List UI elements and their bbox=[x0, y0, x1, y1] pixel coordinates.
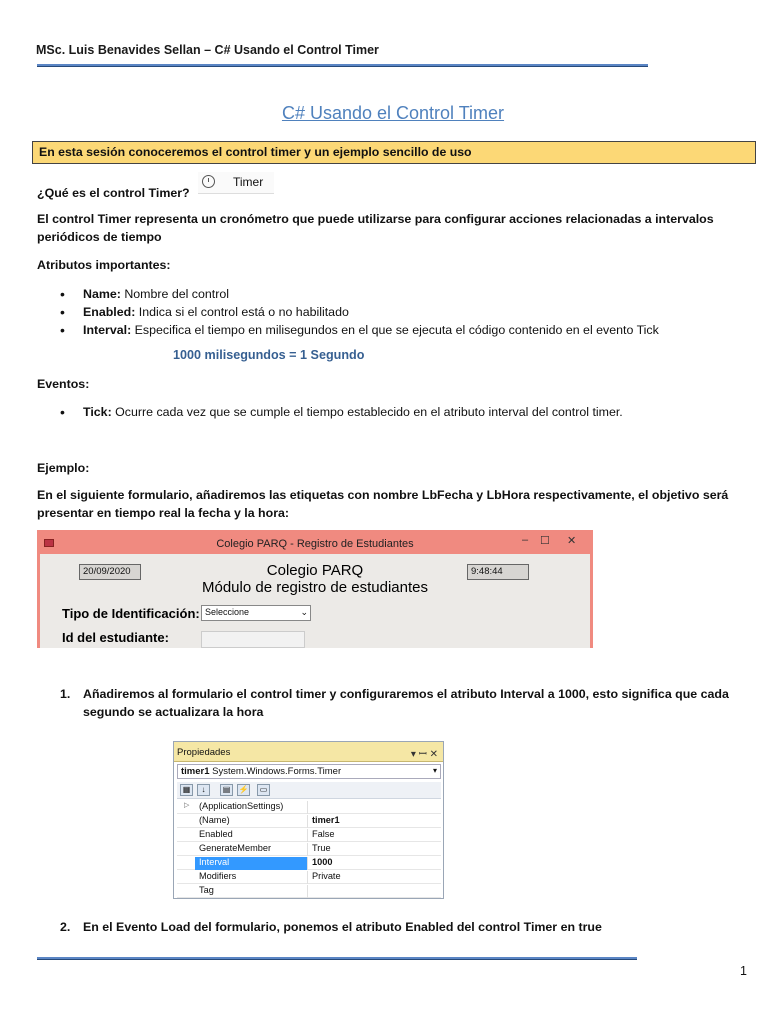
form-heading: Colegio PARQ bbox=[266, 562, 364, 579]
properties-grid bbox=[177, 800, 441, 898]
chevron-down-icon: ▾ bbox=[432, 766, 437, 775]
student-id-label: Id del estudiante: bbox=[62, 630, 169, 645]
events-heading: Eventos: bbox=[37, 377, 90, 391]
id-type-select[interactable]: Seleccione ⌄ bbox=[201, 605, 311, 621]
properties-toolbar bbox=[177, 782, 441, 799]
date-label: 20/09/2020 bbox=[79, 564, 141, 580]
list-item: • Interval: Especifica el tiempo en milisegundos en el que se ejecuta el código contenido en el evento Tick bbox=[83, 321, 659, 339]
page-number: 1 bbox=[740, 964, 747, 978]
table-row[interactable]: (Name) timer1 bbox=[177, 814, 441, 828]
maximize-icon[interactable]: ☐ bbox=[540, 535, 550, 547]
timer-label: Timer bbox=[233, 175, 264, 189]
stopwatch-icon bbox=[202, 175, 215, 188]
equivalence-note: 1000 milisegundos = 1 Segundo bbox=[173, 348, 365, 362]
list-item: • Tick: Ocurre cada vez que se cumple el tiempo establecido en el atributo interval del control timer. bbox=[83, 403, 623, 421]
list-item: • Name: Nombre del control bbox=[83, 285, 659, 303]
header-title: MSc. Luis Benavides Sellan – C# Usando el Control Timer bbox=[36, 43, 379, 57]
intro-callout: En esta sesión conoceremos el control timer y un ejemplo sencillo de uso bbox=[32, 141, 756, 164]
table-row[interactable]: Interval 1000 bbox=[177, 856, 441, 870]
id-type-label: Tipo de Identificación: bbox=[62, 606, 200, 621]
timer-toolbox-item bbox=[198, 172, 274, 194]
table-row[interactable]: ▷ (ApplicationSettings) bbox=[177, 800, 441, 814]
categorized-icon[interactable]: ▦ bbox=[180, 784, 193, 796]
events-icon[interactable]: ⚡ bbox=[238, 785, 249, 794]
properties-header: Propiedades ▾ ꟷ ✕ bbox=[174, 742, 443, 762]
close-icon[interactable]: ✕ bbox=[567, 535, 577, 547]
chevron-down-icon: ⌄ bbox=[300, 607, 308, 617]
document-title: C# Usando el Control Timer bbox=[281, 103, 505, 123]
header-rule bbox=[37, 64, 648, 67]
steps-list-1 bbox=[36, 685, 736, 721]
table-row[interactable]: Tag bbox=[177, 884, 441, 898]
properties-icon[interactable]: ▤ bbox=[220, 784, 233, 796]
properties-panel bbox=[173, 741, 444, 899]
definition-text: El control Timer representa un cronómetro que puede utilizarse para configurar acciones relacionadas a intervalos periódicos de tiempo bbox=[37, 212, 714, 244]
object-selector[interactable]: timer1 System.Windows.Forms.Timer ▾ bbox=[177, 764, 441, 779]
example-heading: Ejemplo: bbox=[37, 461, 90, 475]
time-label: 9:48:44 bbox=[467, 564, 529, 580]
form-titlebar bbox=[37, 530, 593, 554]
form-screenshot bbox=[37, 530, 593, 648]
form-client bbox=[40, 554, 590, 648]
table-row[interactable]: GenerateMember True bbox=[177, 842, 441, 856]
list-item: • Enabled: Indica si el control está o no habilitado bbox=[83, 303, 659, 321]
attributes-heading: Atributos importantes: bbox=[37, 258, 171, 272]
property-pages-icon[interactable]: ▭ bbox=[257, 784, 270, 796]
events-list bbox=[83, 403, 623, 421]
student-id-input[interactable] bbox=[201, 631, 305, 648]
question-heading: ¿Qué es el control Timer? bbox=[37, 186, 190, 200]
form-subheading: Módulo de registro de estudiantes bbox=[202, 579, 428, 596]
attributes-list bbox=[83, 285, 659, 339]
example-text: En el siguiente formulario, añadiremos las etiquetas con nombre LbFecha y LbHora respectivamente, el objetivo será presentar en tiempo real la fecha y la hora: bbox=[37, 488, 729, 520]
list-item: 1. Añadiremos al formulario el control timer y configuraremos el atributo Interval a 1000, esto significa que cada segundo se actualizara la hora bbox=[60, 687, 729, 719]
table-row[interactable]: Enabled False bbox=[177, 828, 441, 842]
footer-rule bbox=[37, 957, 637, 960]
form-title: Colegio PARQ - Registro de Estudiantes bbox=[216, 538, 414, 550]
list-item: 2. En el Evento Load del formulario, ponemos el atributo Enabled del control Timer en true bbox=[60, 920, 602, 934]
alphabetical-icon[interactable]: ↓ bbox=[197, 784, 210, 796]
minimize-icon[interactable]: – bbox=[522, 534, 529, 546]
table-row[interactable]: Modifiers Private bbox=[177, 870, 441, 884]
window-controls[interactable]: ▾ ꟷ ✕ bbox=[410, 749, 438, 760]
steps-list-2 bbox=[36, 918, 736, 936]
